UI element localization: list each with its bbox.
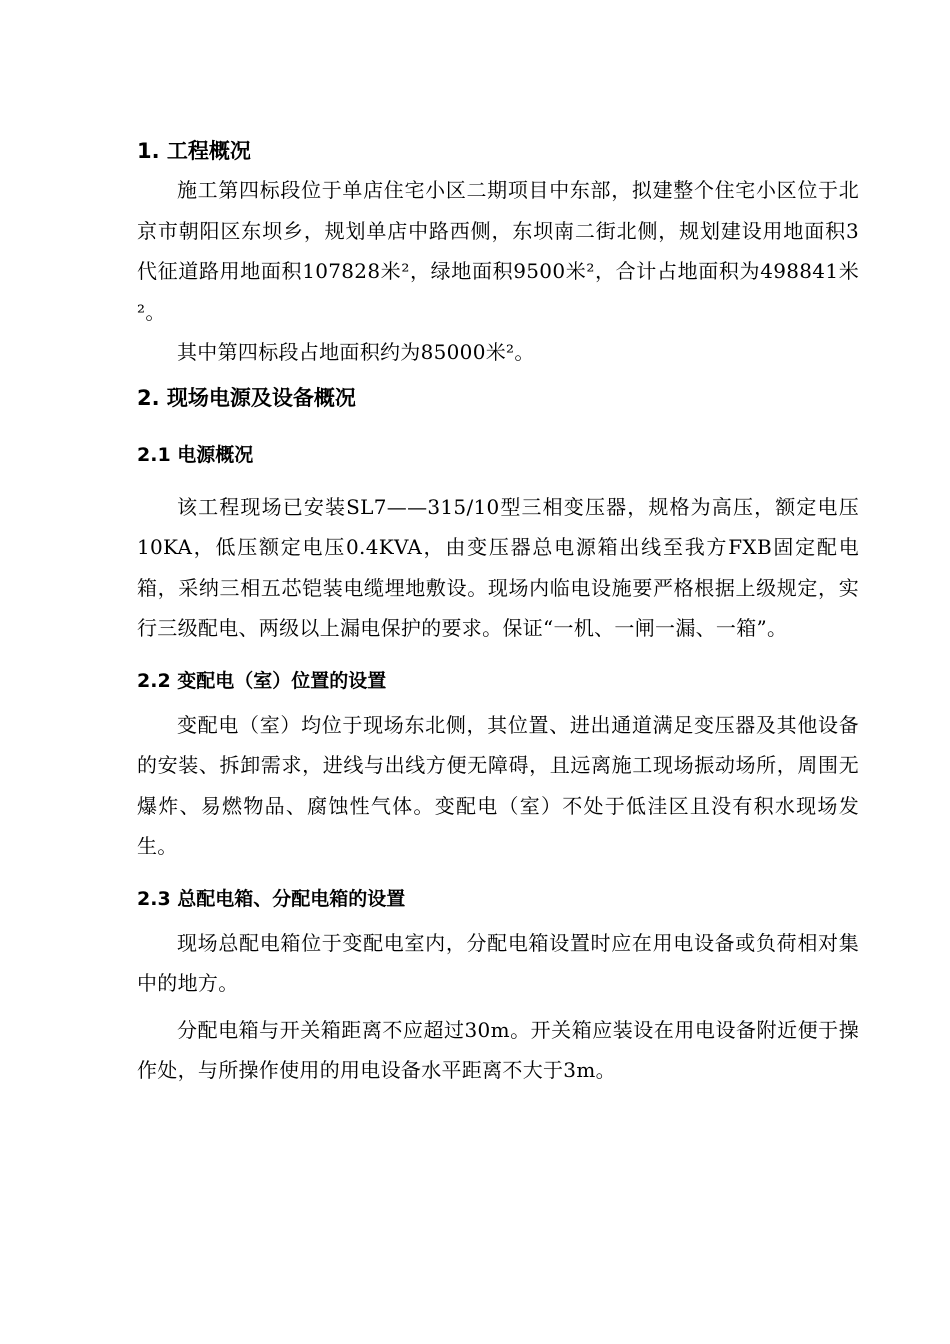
paragraph-switch-box-distance: 分配电箱与开关箱距离不应超过30m。开关箱应装设在用电设备附近便于操作处，与所操作使用的用电设备水平距离不大于3m。 — [137, 1017, 859, 1082]
section-heading-2: 2. 现场电源及设备概况 — [137, 385, 356, 410]
document-body — [137, 132, 859, 1091]
paragraph-section-area: 其中第四标段占地面积约为85000米²。 — [177, 340, 535, 364]
section-heading-1: 1. 工程概况 — [137, 139, 251, 163]
paragraph-project-location: 施工第四标段位于单店住宅小区二期项目中东部，拟建整个住宅小区位于北京市朝阳区东坝乡，规划单店中路西侧，东坝南二街北侧，规划建设用地面积3代征道路用地面积107828米²，绿地面积9500米²，合计占地面积为498841米²。 — [137, 178, 859, 324]
paragraph-power-overview: 该工程现场已安装SL7——315/10型三相变压器，规格为高压，额定电压10KA，低压额定电压0.4KVA，由变压器总电源箱出线至我方FXB固定配电箱，采纳三相五芯铠装电缆埋地敷设。现场内临电设施要严格根据上级规定，实行三级配电、两级以上漏电保护的要求。保证“一机、一闸一漏、一箱”。 — [137, 494, 859, 640]
paragraph-substation-location: 变配电（室）均位于现场东北侧，其位置、进出通道满足变压器及其他设备的安装、拆卸需求，进线与出线方便无障碍，且远离施工现场振动场所，周围无爆炸、易燃物品、腐蚀性气体。变配电（室）不处于低洼区且没有积水现场发生。 — [137, 712, 859, 858]
paragraph-distribution-box: 现场总配电箱位于变配电室内，分配电箱设置时应在用电设备或负荷相对集中的地方。 — [137, 930, 859, 995]
section-heading-2-1: 2.1 电源概况 — [137, 443, 254, 466]
section-heading-2-3: 2.3 总配电箱、分配电箱的设置 — [137, 887, 406, 910]
section-heading-2-2: 2.2 变配电（室）位置的设置 — [137, 669, 387, 692]
